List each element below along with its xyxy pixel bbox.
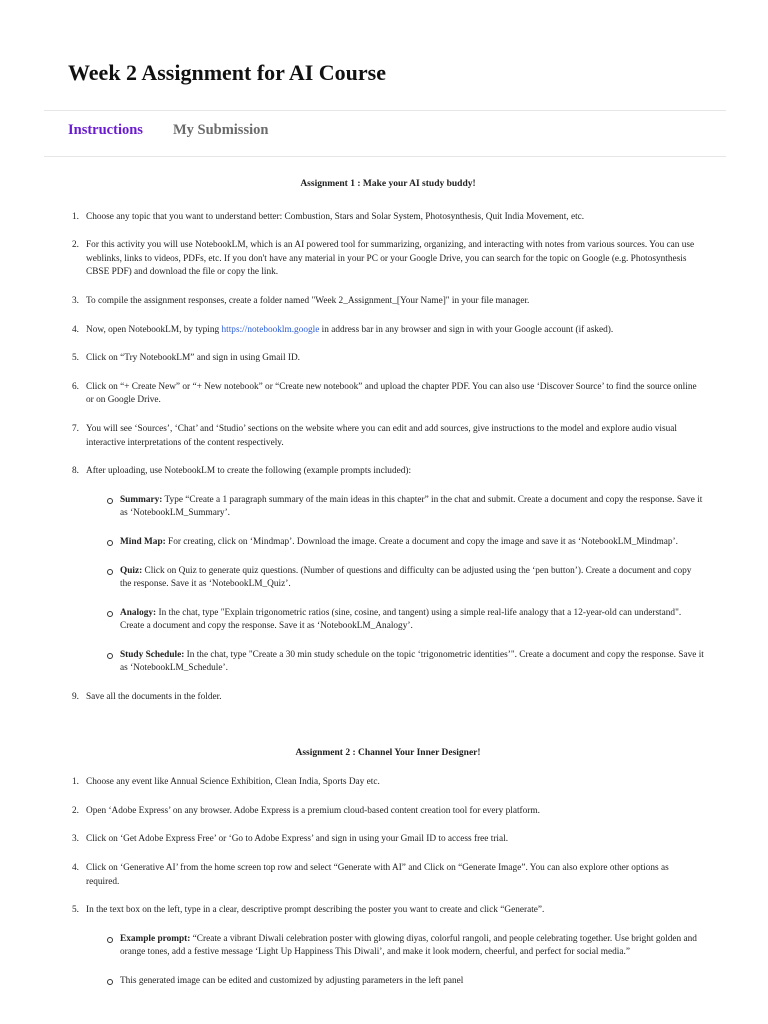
assignment2-sub-list — [86, 933, 704, 989]
list-item: 9. Save all the documents in the folder. — [72, 692, 222, 703]
assignment1-heading: Assignment 1 : Make your AI study buddy! — [300, 179, 476, 189]
list-item: 2. For this activity you will use NotebookLM, which is an AI powered tool for summarizing, organizing, and interacting with notes from various sources. You can use weblinks, links to videos, PDFs, etc. If you don't have any material in your PC or your Google Drive, you can search for the topic on Google (e.g. Photosynthesis CBSE PDF) and download the file or copy the link. — [72, 240, 695, 278]
list-item: 7. You will see ‘Sources’, ‘Chat’ and ‘Studio’ sections on the website where you can edit and add sources, give instructions to the model and explore audio visual interactive interpretations of the content respectively. — [72, 423, 677, 448]
list-item: 4. Click on ‘Generative AI’ from the home screen top row and select “Generate with AI” and Click on “Generate Image”. You can also explore other options as required. — [72, 863, 669, 887]
list-item: 4. Now, open NotebookLM, by typing https://notebooklm.google in address bar in any browser and sign in with your Google account (if asked). — [72, 324, 614, 335]
list-item: Study Schedule: In the chat, type "Create a 30 min study schedule on the topic ‘trigonometric identities’". Create a document and copy the response. Save it as ‘NotebookLM_Schedule’. — [120, 649, 704, 676]
list-item: Analogy: In the chat, type "Explain trigonometric ratios (sine, cosine, and tangent) using a simple real-life analogy that a 12-year-old can understand". Create a document and copy the response. Save it as ‘NotebookLM_Analogy’. — [120, 607, 704, 634]
tab-my-submission[interactable]: My Submission — [172, 122, 269, 138]
tab-instructions[interactable]: Instructions — [68, 122, 143, 138]
list-item: 3. To compile the assignment responses, create a folder named "Week 2_Assignment_[Your Name]" in your file manager. — [72, 295, 530, 306]
list-item: 1. Choose any event like Annual Science Exhibition, Clean India, Sports Day etc. — [72, 777, 380, 788]
assignment1-steps — [72, 211, 704, 705]
notebooklm-link[interactable]: https://notebooklm.google — [221, 324, 320, 335]
assignment1-sub-list — [86, 494, 704, 676]
list-item: 6. Click on “+ Create New” or “+ New notebook” or “Create new notebook” and upload the chapter PDF. You can also use ‘Discover Source’ to find the source online or on Google Drive. — [72, 381, 697, 406]
list-item: Mind Map: For creating, click on ‘Mindmap’. Download the image. Create a document and copy the image and save it as ‘NotebookLM_Mindmap’. — [120, 536, 704, 550]
list-item: 8. After uploading, use NotebookLM to create the following (example prompts included): Summary: Type “Create a 1 paragraph summary of the main ideas in this chapter” in the chat and submit. Create a document and copy the response. Save it as ‘NotebookLM_Summary’. Mind Map: For creating, click on ‘Mindmap’. Download the image. Create a document and copy the image and save it as ‘NotebookLM_Mindmap’. Quiz: Click on Quiz to generate quiz questions. (Number of questions and difficulty can be adjusted using the ‘pen button’). Create a document and copy the response. Save it as ‘NotebookLM_Quiz’. Analogy: In the chat, type "Explain trigonometric ratios (sine, cosine, and tangent) using a simple real-life analogy that a 12-year-old can understand". Create a document and copy the response. Save it as ‘NotebookLM_Analogy’. Study Schedule: In the chat, type "Create a 30 min study schedule on the topic ‘trigonometric identities’". Create a document and copy the response. Save it as ‘NotebookLM_Schedule’. — [86, 465, 704, 676]
tab-divider — [44, 156, 726, 157]
assignment2-steps — [72, 776, 704, 988]
list-item: 2. Open ‘Adobe Express’ on any browser. Adobe Express is a premium cloud-based content creation tool for every platform. — [72, 805, 540, 816]
assignment2-heading: Assignment 2 : Channel Your Inner Designer! — [295, 747, 481, 758]
tab-bar — [68, 122, 268, 139]
list-item: Quiz: Click on Quiz to generate quiz questions. (Number of questions and difficulty can be adjusted using the ‘pen button’). Create a document and copy the response. Save it as ‘NotebookLM_Quiz’. — [120, 565, 704, 592]
list-item: Summary: Type “Create a 1 paragraph summary of the main ideas in this chapter” in the chat and submit. Create a document and copy the response. Save it as ‘NotebookLM_Summary’. — [120, 494, 704, 521]
list-item: 5. Click on “Try NotebookLM” and sign in using Gmail ID. — [72, 353, 300, 364]
list-item: Example prompt: “Create a vibrant Diwali celebration poster with glowing diyas, colorful rangoli, and people celebrating together. Use bright golden and orange tones, add a festive message ‘Light Up Happiness This Diwali’, and make it look modern, cheerful, and perfect for social media.” — [120, 933, 704, 960]
list-item: This generated image can be edited and customized by adjusting parameters in the left panel — [120, 975, 704, 989]
instructions-content — [72, 178, 704, 989]
page-title: Week 2 Assignment for AI Course — [68, 60, 386, 85]
top-divider — [44, 110, 726, 111]
list-item: 5. In the text box on the left, type in a clear, descriptive prompt describing the poster you want to create and click “Generate”. Example prompt: “Create a vibrant Diwali celebration poster with glowing diyas, colorful rangoli, and people celebrating together. Use bright golden and orange tones, add a festive message ‘Light Up Happiness This Diwali’, and make it look modern, cheerful, and perfect for social media.” This generated image can be edited and customized by adjusting parameters in the left panel — [86, 904, 704, 988]
list-item: 3. Click on ‘Get Adobe Express Free’ or ‘Go to Adobe Express’ and sign in using your Gmail ID to access free trial. — [72, 834, 509, 845]
list-item: 1. Choose any topic that you want to understand better: Combustion, Stars and Solar System, Photosynthesis, Quit India Movement, etc. — [72, 211, 585, 222]
